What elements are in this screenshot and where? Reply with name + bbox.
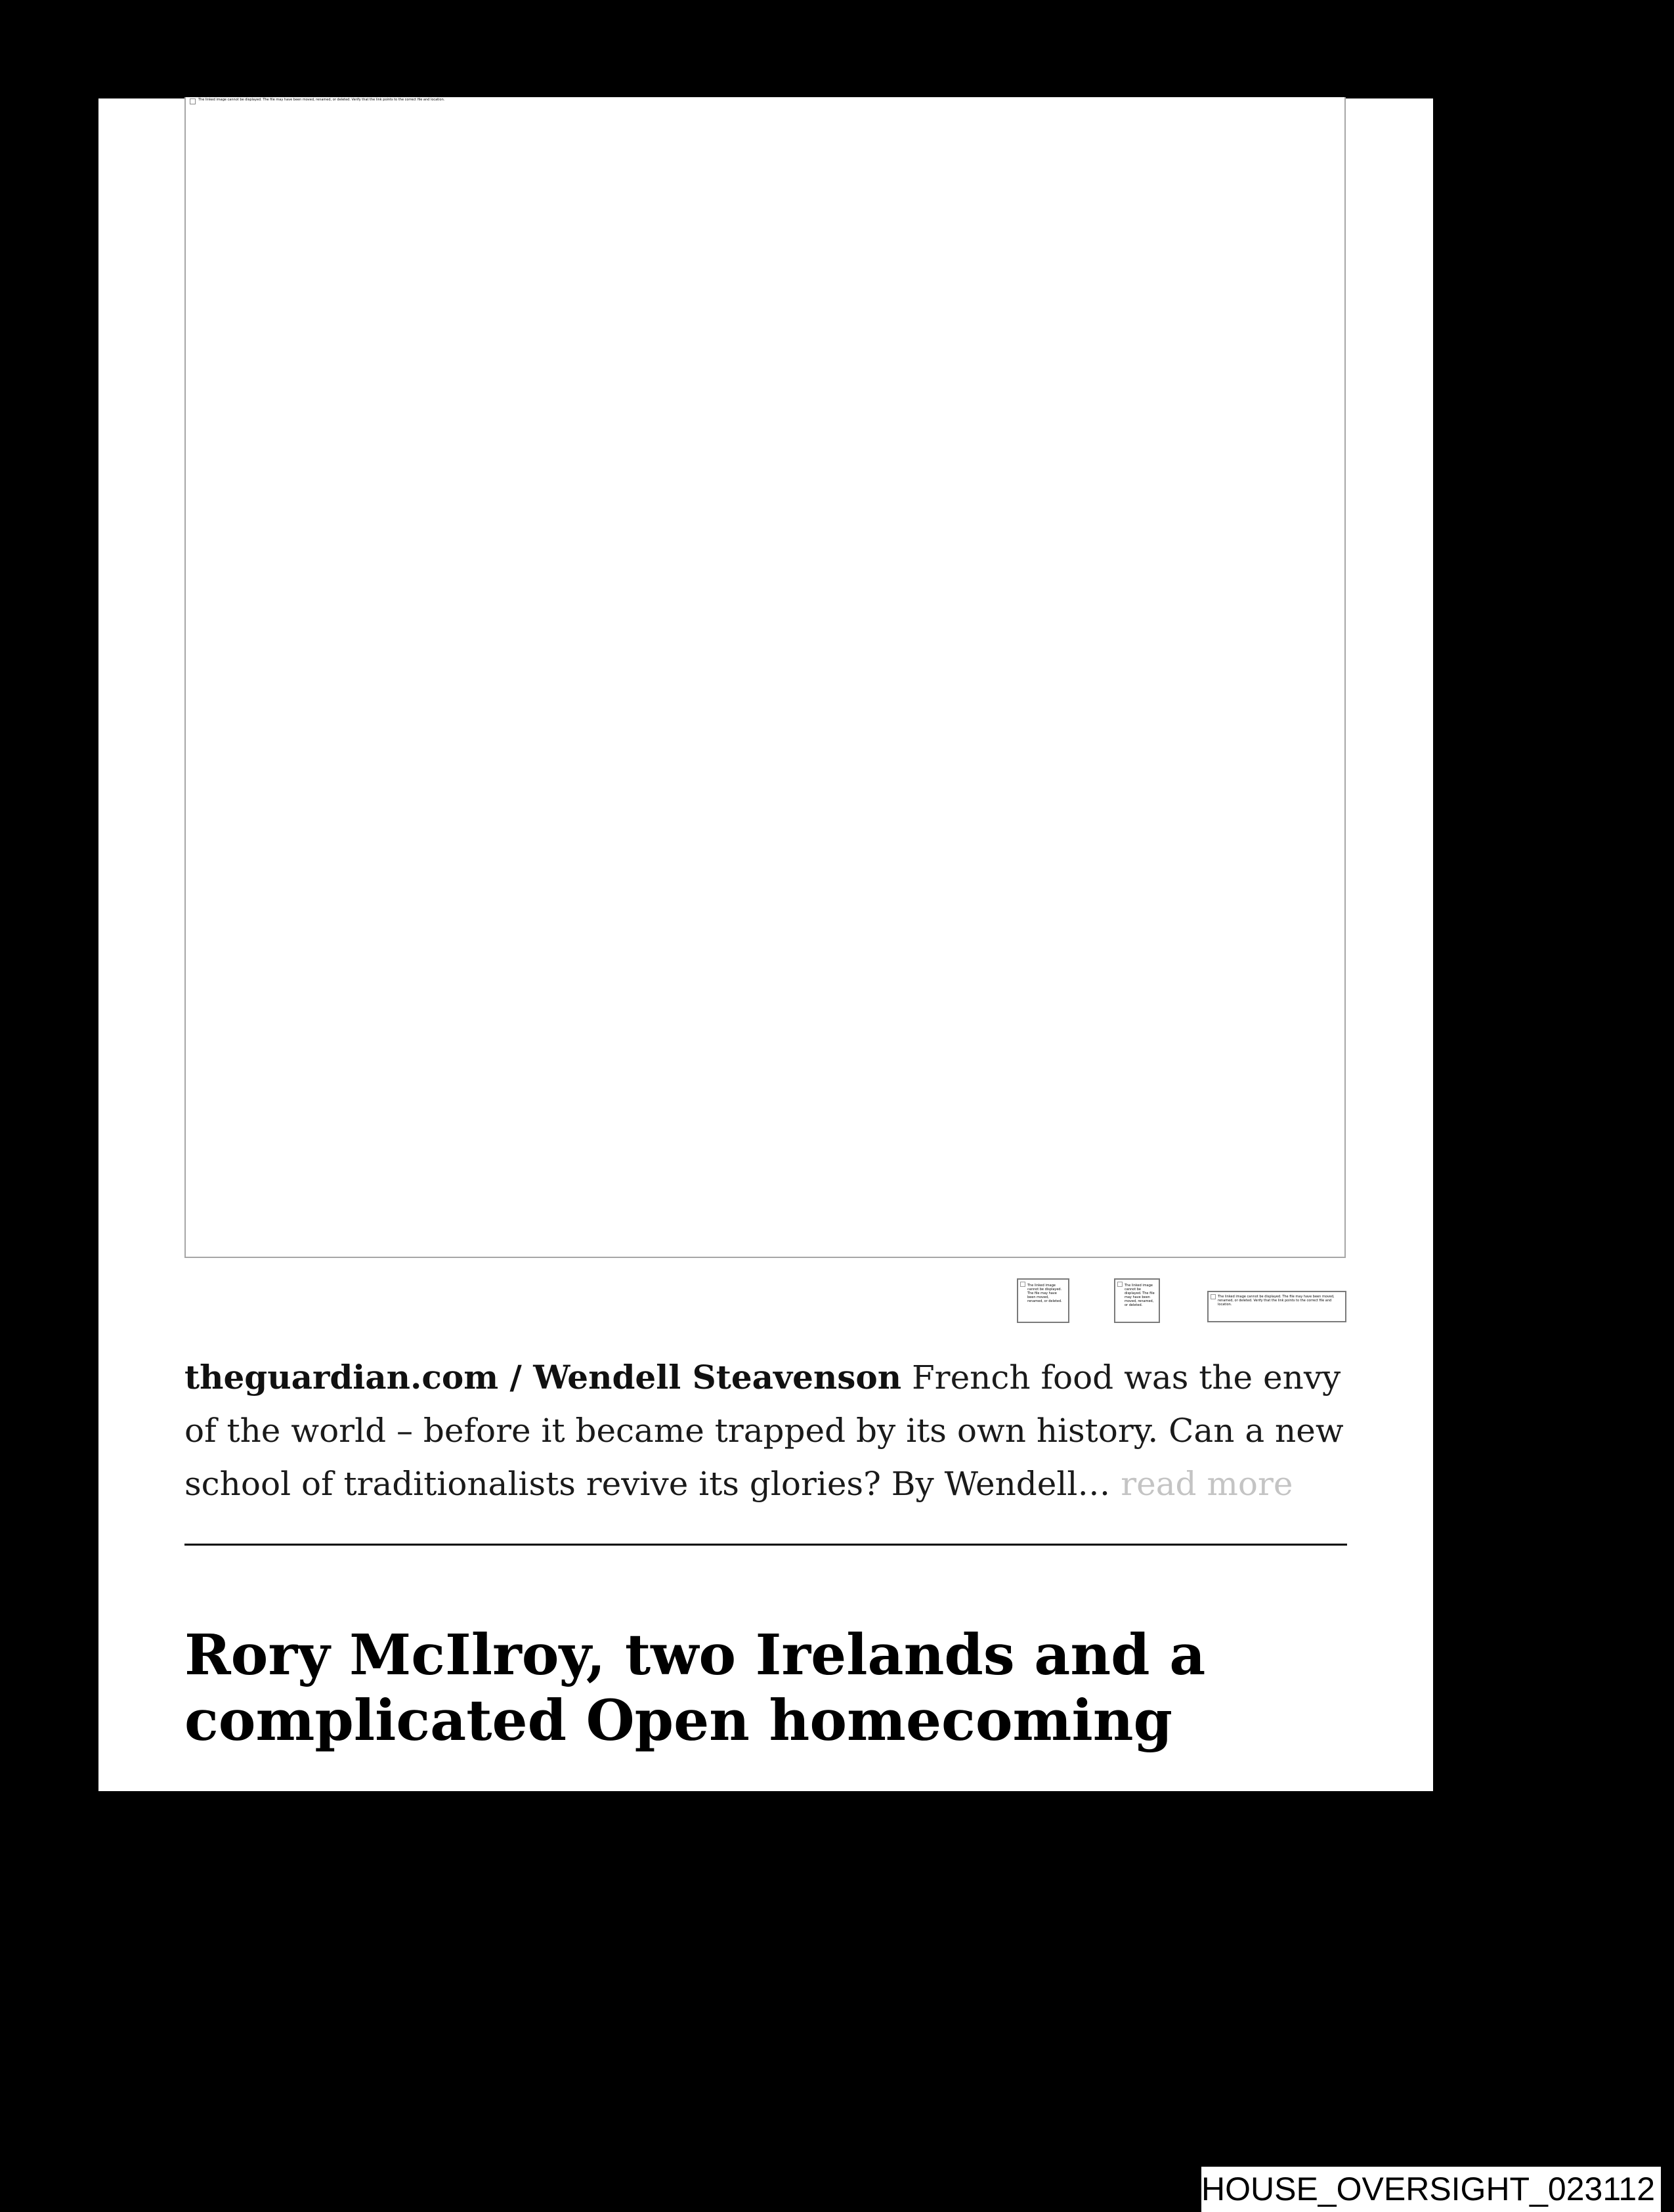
- document-page: [98, 98, 1433, 1791]
- section-divider: [184, 1544, 1347, 1546]
- thumbnail-note: The linked image cannot be displayed. The file may have been moved, renamed, or deleted. Verify that the link points to the correct file and location.: [1218, 1295, 1335, 1307]
- broken-image-note: The linked image cannot be displayed. The file may have been moved, renamed, or deleted. Verify that the link points to the correct file and location.: [190, 98, 406, 105]
- read-more-link[interactable]: read more: [1110, 1465, 1293, 1503]
- thumbnail-note: The linked image cannot be displayed. The file may have been moved, renamed, or deleted.: [1027, 1284, 1062, 1303]
- thumbnail-3[interactable]: [1207, 1291, 1346, 1322]
- bates-number: HOUSE_OVERSIGHT_023112: [1201, 2167, 1661, 2212]
- article-summary: [184, 1351, 1348, 1511]
- article-byline: theguardian.com / Wendell Steavenson: [184, 1358, 902, 1397]
- broken-image-icon: [1211, 1294, 1216, 1299]
- hero-image-placeholder: [184, 97, 1346, 1258]
- broken-image-icon: [190, 98, 196, 104]
- thumbnail-note: The linked image cannot be displayed. The file may have been moved, renamed, or deleted.: [1125, 1284, 1155, 1307]
- thumbnail-2[interactable]: [1114, 1278, 1160, 1323]
- thumbnail-1[interactable]: [1017, 1278, 1069, 1323]
- broken-image-icon: [1117, 1282, 1123, 1287]
- article-summary-text: French food was the envy of the world – before it became trapped by its own history. Can a new school of traditionalists revive its glories? By Wendell…: [184, 1358, 1344, 1503]
- broken-image-icon: [1020, 1282, 1025, 1287]
- next-article-headline[interactable]: Rory McIlroy, two Irelands and a complicated Open homecoming: [184, 1622, 1206, 1754]
